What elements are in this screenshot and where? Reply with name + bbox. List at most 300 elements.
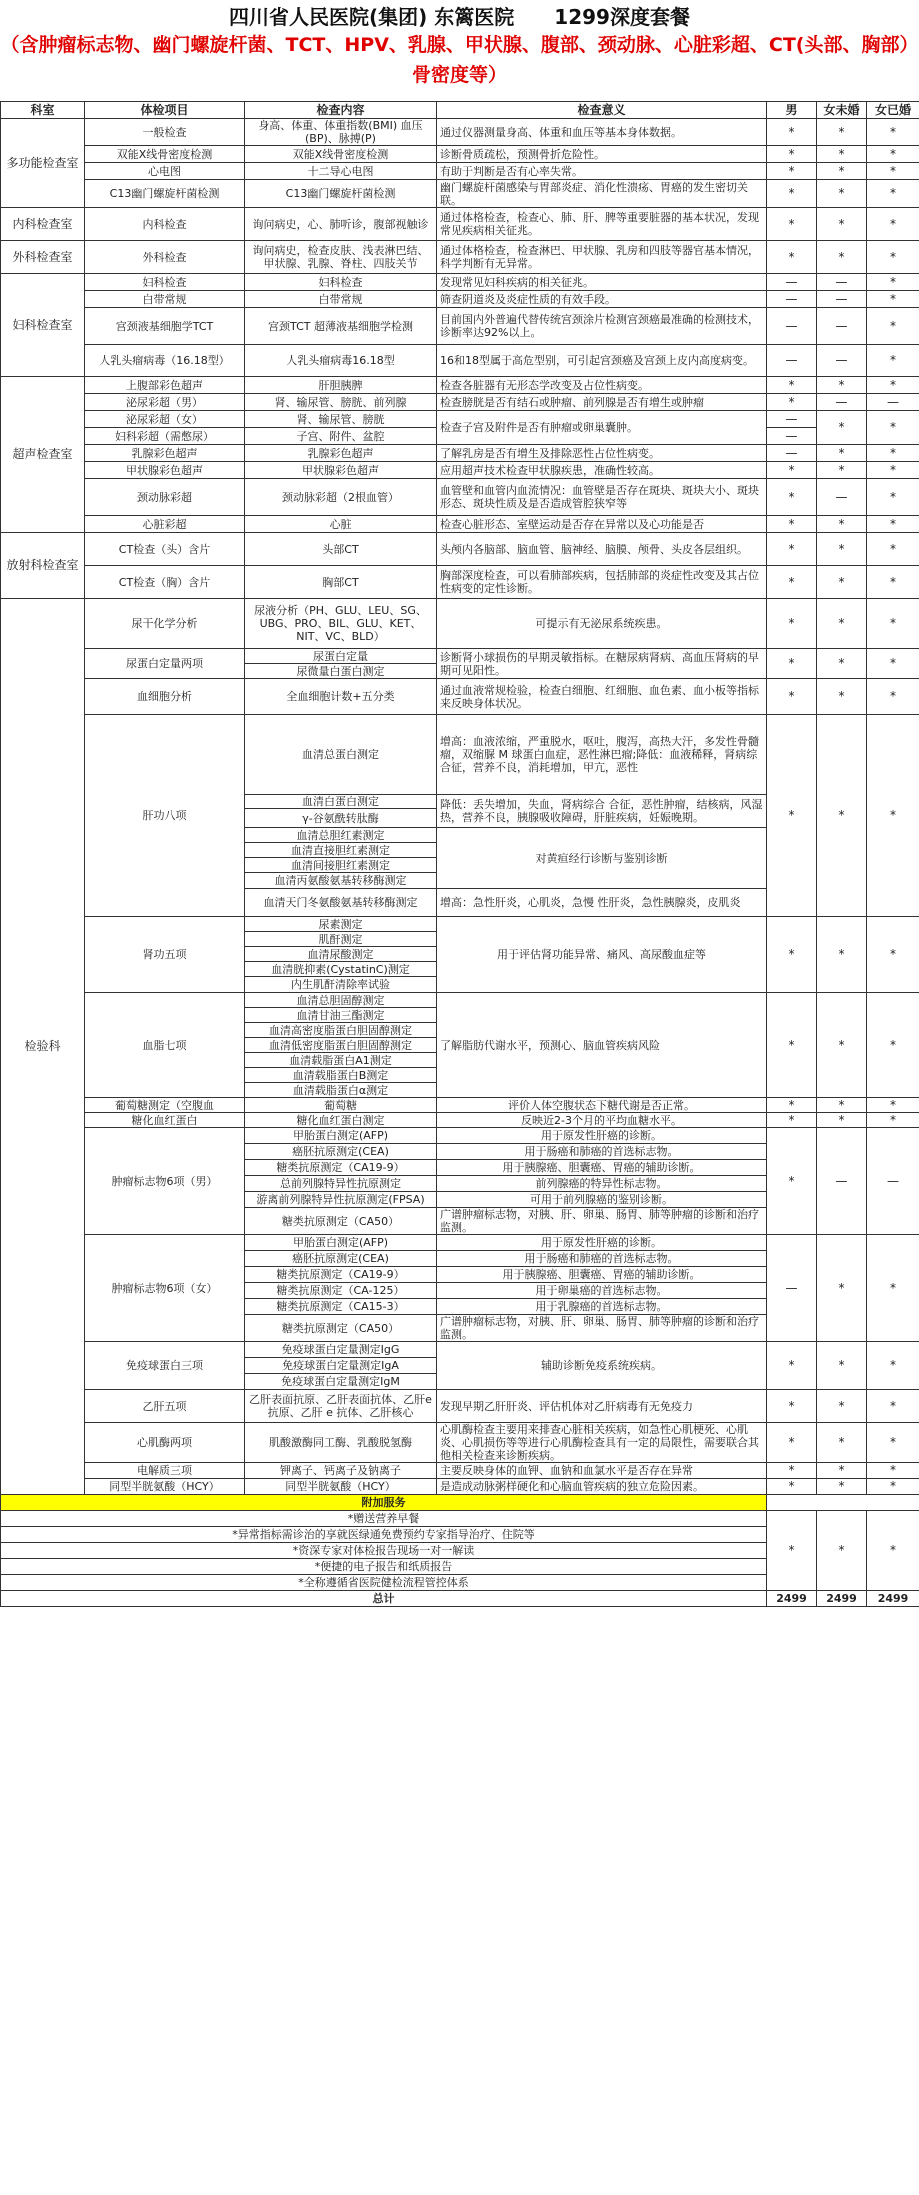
meaning-cell: 增高：血液浓缩，严重脱水，呕吐，腹泻，高热大汗，多发性骨髓瘤，双缩脲 M 球蛋白血症，恶性淋巴瘤;降低：血液稀释，肾病综合征，营养不良，消耗增加，甲亢，恶性 [437, 715, 767, 795]
meaning-cell: 16和18型属于高危型别，可引起宫颈癌及宫颈上皮内高度病变。 [437, 345, 767, 377]
item-cell: 外科检查 [85, 241, 245, 274]
item-cell: 甲状腺彩色超声 [85, 462, 245, 479]
meaning-cell: 通过仪器测量身高、体重和血压等基本身体数据。 [437, 119, 767, 146]
female-unmarried-mark: — [817, 479, 867, 516]
table-row [1, 1128, 919, 1144]
services-header: 附加服务 [1, 1495, 767, 1511]
content-cell: 血清丙氨酸氨基转移酶测定 [245, 873, 437, 889]
meaning-cell: 通过体格检查，检查心、肺、肝、脾等重要脏器的基本状况，发现常见疾病相关征兆。 [437, 208, 767, 241]
table-row [1, 1423, 919, 1463]
male-mark: * [767, 599, 817, 649]
total-male-price: 2499 [767, 1591, 817, 1607]
female-unmarried-mark: * [817, 599, 867, 649]
item-cell: 电解质三项 [85, 1463, 245, 1479]
male-mark: * [767, 479, 817, 516]
item-cell: 乳腺彩色超声 [85, 445, 245, 462]
meaning-cell: 了解脂肪代谢水平，预测心、脑血管疾病风险 [437, 993, 767, 1098]
meaning-cell: 应用超声技术检查甲状腺疾患，准确性较高。 [437, 462, 767, 479]
item-cell: 尿蛋白定量两项 [85, 649, 245, 679]
table-row [1, 102, 919, 119]
content-cell: 肝胆胰脾 [245, 377, 437, 394]
content-cell: 乙肝表面抗原、乙肝表面抗体、乙肝e抗原、乙肝 e 抗体、乙肝核心 [245, 1390, 437, 1423]
female-married-mark: * [867, 274, 919, 291]
meaning-cell: 用于卵巢癌的首选标志物。 [437, 1283, 767, 1299]
table-row [1, 163, 919, 180]
item-cell: 双能X线骨密度检测 [85, 146, 245, 163]
female-married-mark: * [867, 516, 919, 533]
content-cell: 血清胱抑素(CystatinC)测定 [245, 962, 437, 977]
female-married-mark: * [867, 715, 919, 917]
meaning-cell: 反映近2-3个月的平均血糖水平。 [437, 1113, 767, 1128]
meaning-cell: 用于肠癌和肺癌的首选标志物。 [437, 1251, 767, 1267]
male-mark: — [767, 274, 817, 291]
dept-cell: 妇科检查室 [1, 274, 85, 377]
table-row [1, 1463, 919, 1479]
content-cell: 子宫、附件、盆腔 [245, 428, 437, 445]
female-married-mark: * [867, 146, 919, 163]
table-row [1, 1235, 919, 1251]
meaning-cell: 广谱肿瘤标志物，对胰、肝、卵巢、肠胃、肺等肿瘤的诊断和治疗监测。 [437, 1208, 767, 1235]
female-unmarried-mark: * [817, 1098, 867, 1113]
meaning-cell: 用于胰腺癌、胆囊癌、胃癌的辅助诊断。 [437, 1267, 767, 1283]
item-cell: 同型半胱氨酸（HCY） [85, 1479, 245, 1495]
dept-cell: 放射科检查室 [1, 533, 85, 599]
female-married-mark: * [867, 917, 919, 993]
item-cell: C13幽门螺旋杆菌检测 [85, 180, 245, 208]
content-cell: 甲胎蛋白测定(AFP) [245, 1128, 437, 1144]
content-cell: 糖类抗原测定（CA50） [245, 1315, 437, 1342]
content-cell: 人乳头瘤病毒16.18型 [245, 345, 437, 377]
male-mark: * [767, 1342, 817, 1390]
female-married-mark: * [867, 1423, 919, 1463]
table-row [1, 241, 919, 274]
male-mark: * [767, 533, 817, 566]
content-cell: 血清甘油三酯测定 [245, 1008, 437, 1023]
female-married-mark: — [867, 1128, 919, 1235]
female-unmarried-mark: * [817, 377, 867, 394]
female-unmarried-mark: — [817, 345, 867, 377]
male-mark: * [767, 241, 817, 274]
table-row [1, 462, 919, 479]
female-unmarried-mark: * [817, 533, 867, 566]
meaning-cell: 检查各脏器有无形态学改变及占位性病变。 [437, 377, 767, 394]
table-row [1, 479, 919, 516]
content-cell: 总前列腺特异性抗原测定 [245, 1176, 437, 1192]
content-cell: 肾、输尿管、膀胱 [245, 411, 437, 428]
content-cell: 血清载脂蛋白A1测定 [245, 1053, 437, 1068]
item-cell: CT检查（头）含片 [85, 533, 245, 566]
item-cell: 妇科彩超（需憋尿） [85, 428, 245, 445]
female-married-mark: * [867, 291, 919, 308]
female-unmarried-mark: * [817, 715, 867, 917]
female-unmarried-mark: * [817, 516, 867, 533]
item-cell: 心脏彩超 [85, 516, 245, 533]
col-female-married-header: 女已婚 [867, 102, 919, 119]
female-married-mark: * [867, 345, 919, 377]
table-row [1, 993, 919, 1008]
female-married-mark: * [867, 163, 919, 180]
male-mark: * [767, 1113, 817, 1128]
meaning-cell: 可用于前列腺癌的鉴别诊断。 [437, 1192, 767, 1208]
male-mark: * [767, 462, 817, 479]
item-cell: 白带常规 [85, 291, 245, 308]
content-cell: 血清载脂蛋白α测定 [245, 1083, 437, 1098]
meaning-cell: 用于胰腺癌、胆囊癌、胃癌的辅助诊断。 [437, 1160, 767, 1176]
female-married-mark: * [867, 1113, 919, 1128]
female-unmarried-mark: * [817, 119, 867, 146]
content-cell: 血清直接胆红素测定 [245, 843, 437, 858]
meaning-cell: 前列腺癌的特异性标志物。 [437, 1176, 767, 1192]
meaning-cell: 头颅内各脑部、脑血管、脑神经、脑膜、颅骨、头皮各层组织。 [437, 533, 767, 566]
content-cell: 血清尿酸测定 [245, 947, 437, 962]
content-cell: 内生肌酐清除率试验 [245, 977, 437, 993]
table-row [1, 715, 919, 795]
content-cell: 糖类抗原测定（CA19-9） [245, 1160, 437, 1176]
meaning-cell: 发现常见妇科疾病的相关征兆。 [437, 274, 767, 291]
dept-cell: 外科检查室 [1, 241, 85, 274]
checkup-table [0, 101, 919, 1607]
content-cell: 免疫球蛋白定量测定IgG [245, 1342, 437, 1358]
page-subtitle: （含肿瘤标志物、幽门螺旋杆菌、TCT、HPV、乳腺、甲状腺、腹部、颈动脉、心脏彩超、CT(头部、胸部）骨密度等） [0, 34, 919, 86]
content-cell: 血清总蛋白测定 [245, 715, 437, 795]
content-cell: 宫颈TCT 超薄液基细胞学检测 [245, 308, 437, 345]
content-cell: 白带常规 [245, 291, 437, 308]
female-married-mark: * [867, 1390, 919, 1423]
female-unmarried-mark: * [817, 679, 867, 715]
female-unmarried-mark: — [817, 274, 867, 291]
col-male-header: 男 [767, 102, 817, 119]
item-cell: 肿瘤标志物6项（男） [85, 1128, 245, 1235]
content-cell: 肌酐测定 [245, 932, 437, 947]
meaning-cell: 用于原发性肝癌的诊断。 [437, 1235, 767, 1251]
meaning-cell: 血管壁和血管内血流情况：血管壁是否存在斑块、斑块大小、斑块形态、斑块性质及是否造成管腔狭窄等 [437, 479, 767, 516]
female-unmarried-mark: * [817, 566, 867, 599]
content-cell: 葡萄糖 [245, 1098, 437, 1113]
content-cell: 癌胚抗原测定(CEA) [245, 1251, 437, 1267]
female-married-mark: * [867, 119, 919, 146]
female-unmarried-mark: * [817, 445, 867, 462]
male-mark: — [767, 345, 817, 377]
meaning-cell: 目前国内外普遍代替传统宫颈涂片检测宫颈癌最准确的检测技术，诊断率达92%以上。 [437, 308, 767, 345]
item-cell: 人乳头瘤病毒（16.18型） [85, 345, 245, 377]
male-mark: * [767, 1423, 817, 1463]
item-cell: 糖化血红蛋白 [85, 1113, 245, 1128]
meaning-cell: 检查心脏形态、室壁运动是否存在异常以及心功能是否 [437, 516, 767, 533]
meaning-cell: 评价人体空腹状态下糖代谢是否正常。 [437, 1098, 767, 1113]
female-unmarried-mark: * [817, 649, 867, 679]
item-cell: 肾功五项 [85, 917, 245, 993]
report-header [0, 0, 919, 101]
female-unmarried-mark: * [817, 208, 867, 241]
content-cell: 头部CT [245, 533, 437, 566]
item-cell: 心电图 [85, 163, 245, 180]
item-cell: 血细胞分析 [85, 679, 245, 715]
content-cell: 血清载脂蛋白B测定 [245, 1068, 437, 1083]
female-married-mark: * [867, 566, 919, 599]
male-mark: * [767, 649, 817, 679]
col-item-header: 体检项目 [85, 102, 245, 119]
male-mark: — [767, 291, 817, 308]
item-cell: 内科检查 [85, 208, 245, 241]
table-row [1, 445, 919, 462]
item-cell: 宫颈液基细胞学TCT [85, 308, 245, 345]
male-mark: * [767, 679, 817, 715]
dept-cell: 超声检查室 [1, 377, 85, 533]
item-cell: 心肌酶两项 [85, 1423, 245, 1463]
female-married-mark: * [867, 180, 919, 208]
content-cell: 心脏 [245, 516, 437, 533]
female-married-mark: * [867, 649, 919, 679]
item-cell: 泌尿彩超（女） [85, 411, 245, 428]
service-item: *赠送营养早餐 [1, 1511, 767, 1527]
female-unmarried-mark: — [817, 291, 867, 308]
female-married-mark: * [867, 1235, 919, 1342]
male-mark: * [767, 917, 817, 993]
total-female-unmarried-price: 2499 [817, 1591, 867, 1607]
male-mark: * [767, 163, 817, 180]
services-header-blank [767, 1495, 919, 1511]
meaning-cell: 检查膀胱是否有结石或肿瘤、前列腺是否有增生或肿瘤 [437, 394, 767, 411]
meaning-cell: 诊断骨质疏松，预测骨折危险性。 [437, 146, 767, 163]
item-cell: 上腹部彩色超声 [85, 377, 245, 394]
total-label: 总计 [1, 1591, 767, 1607]
dept-cell: 内科检查室 [1, 208, 85, 241]
male-mark: * [767, 1098, 817, 1113]
item-cell: 泌尿彩超（男） [85, 394, 245, 411]
male-mark: * [767, 566, 817, 599]
table-row [1, 516, 919, 533]
col-meaning-header: 检查意义 [437, 102, 767, 119]
meaning-cell: 有助于判断是否有心率失常。 [437, 163, 767, 180]
table-row [1, 345, 919, 377]
content-cell: 尿素测定 [245, 917, 437, 932]
female-married-mark: * [867, 445, 919, 462]
male-mark: * [767, 208, 817, 241]
female-married-mark: * [867, 308, 919, 345]
content-cell: γ-谷氨酰转肽酶 [245, 809, 437, 828]
table-row [1, 1591, 919, 1607]
table-row [1, 1113, 919, 1128]
dept-cell: 多功能检查室 [1, 119, 85, 208]
female-unmarried-mark: — [817, 394, 867, 411]
content-cell: 游离前列腺特异性抗原测定(FPSA) [245, 1192, 437, 1208]
male-mark: * [767, 1390, 817, 1423]
content-cell: 免疫球蛋白定量测定IgA [245, 1358, 437, 1374]
page-title: 四川省人民医院(集团) 东篱医院 1299深度套餐 [229, 5, 690, 29]
item-cell: 颈动脉彩超 [85, 479, 245, 516]
content-cell: 甲状腺彩色超声 [245, 462, 437, 479]
content-cell: 全血细胞计数+五分类 [245, 679, 437, 715]
table-row [1, 566, 919, 599]
content-cell: 糖类抗原测定（CA-125） [245, 1283, 437, 1299]
male-mark: * [767, 1463, 817, 1479]
table-row [1, 377, 919, 394]
content-cell: 血清高密度脂蛋白胆固醇测定 [245, 1023, 437, 1038]
male-mark: * [767, 1511, 817, 1591]
female-unmarried-mark: * [817, 1463, 867, 1479]
content-cell: 胸部CT [245, 566, 437, 599]
meaning-cell: 筛查阴道炎及炎症性质的有效手段。 [437, 291, 767, 308]
female-unmarried-mark: * [817, 462, 867, 479]
male-mark: — [767, 428, 817, 445]
female-married-mark: * [867, 1479, 919, 1495]
meaning-cell: 是造成动脉粥样硬化和心脑血管疾病的独立危险因素。 [437, 1479, 767, 1495]
table-row [1, 1479, 919, 1495]
male-mark: * [767, 377, 817, 394]
meaning-cell: 可提示有无泌尿系统疾患。 [437, 599, 767, 649]
meaning-cell: 广谱肿瘤标志物，对胰、肝、卵巢、肠胃、肺等肿瘤的诊断和治疗监测。 [437, 1315, 767, 1342]
content-cell: 血清总胆红素测定 [245, 828, 437, 843]
male-mark: * [767, 1479, 817, 1495]
meaning-cell: 幽门螺旋杆菌感染与胃部炎症、消化性溃疡、胃癌的发生密切关联。 [437, 180, 767, 208]
content-cell: 乳腺彩色超声 [245, 445, 437, 462]
content-cell: 癌胚抗原测定(CEA) [245, 1144, 437, 1160]
female-married-mark: * [867, 599, 919, 649]
meaning-cell: 主要反映身体的血钾、血钠和血氯水平是否存在异常 [437, 1463, 767, 1479]
col-content-header: 检查内容 [245, 102, 437, 119]
meaning-cell: 用于肠癌和肺癌的首选标志物。 [437, 1144, 767, 1160]
item-cell: 乙肝五项 [85, 1390, 245, 1423]
male-mark: * [767, 394, 817, 411]
meaning-cell: 对黄疸经行诊断与鉴别诊断 [437, 828, 767, 889]
content-cell: 肌酸激酶同工酶、乳酸脱氢酶 [245, 1423, 437, 1463]
female-married-mark: * [867, 1098, 919, 1113]
female-married-mark: * [867, 1511, 919, 1591]
content-cell: 询问病史，心、肺听诊，腹部视触诊 [245, 208, 437, 241]
content-cell: 尿蛋白定量 [245, 649, 437, 664]
content-cell: 血清总胆固醇测定 [245, 993, 437, 1008]
female-unmarried-mark: * [817, 163, 867, 180]
table-row [1, 394, 919, 411]
content-cell: 免疫球蛋白定量测定IgM [245, 1374, 437, 1390]
content-cell: 尿微量白蛋白测定 [245, 664, 437, 679]
table-row [1, 533, 919, 566]
female-unmarried-mark: * [817, 1511, 867, 1591]
male-mark: — [767, 445, 817, 462]
female-unmarried-mark: * [817, 146, 867, 163]
table-row [1, 411, 919, 428]
table-row [1, 180, 919, 208]
male-mark: — [767, 1235, 817, 1342]
table-row [1, 1495, 919, 1511]
content-cell: 颈动脉彩超（2根血管） [245, 479, 437, 516]
female-unmarried-mark: * [817, 1390, 867, 1423]
female-married-mark: * [867, 462, 919, 479]
content-cell: 血清低密度脂蛋白胆固醇测定 [245, 1038, 437, 1053]
item-cell: 免疫球蛋白三项 [85, 1342, 245, 1390]
service-item: *资深专家对体检报告现场一对一解读 [1, 1543, 767, 1559]
female-married-mark: * [867, 411, 919, 445]
female-married-mark: * [867, 377, 919, 394]
male-mark: * [767, 119, 817, 146]
table-row [1, 599, 919, 649]
table-row [1, 1511, 919, 1527]
female-married-mark: * [867, 679, 919, 715]
meaning-cell: 了解乳房是否有增生及排除恶性占位性病变。 [437, 445, 767, 462]
female-unmarried-mark: * [817, 993, 867, 1098]
content-cell: 身高、体重、体重指数(BMI) 血压(BP)、脉搏(P) [245, 119, 437, 146]
content-cell: 钾离子、钙离子及钠离子 [245, 1463, 437, 1479]
female-unmarried-mark: * [817, 241, 867, 274]
female-unmarried-mark: * [817, 180, 867, 208]
meaning-cell: 降低：丢失增加，失血，肾病综合 合征，恶性肿瘤，结核病，风湿热，营养不良，胰腺吸收障碍，肝脏疾病，妊娠晚期。 [437, 795, 767, 828]
service-item: *便捷的电子报告和纸质报告 [1, 1559, 767, 1575]
item-cell: 一般检查 [85, 119, 245, 146]
item-cell: CT检查（胸）含片 [85, 566, 245, 599]
table-row [1, 917, 919, 932]
content-cell: 糖化血红蛋白测定 [245, 1113, 437, 1128]
col-female-unmarried-header: 女未婚 [817, 102, 867, 119]
table-row [1, 649, 919, 664]
meaning-cell: 诊断肾小球损伤的早期灵敏指标。在糖尿病肾病、高血压肾病的早期可见阳性。 [437, 649, 767, 679]
content-cell: 糖类抗原测定（CA19-9） [245, 1267, 437, 1283]
male-mark: * [767, 146, 817, 163]
meaning-cell: 检查子宫及附件是否有肿瘤或卵巢囊肿。 [437, 411, 767, 445]
table-row [1, 679, 919, 715]
male-mark: * [767, 180, 817, 208]
content-cell: 血清天门冬氨酸氨基转移酶测定 [245, 889, 437, 917]
female-married-mark: * [867, 479, 919, 516]
female-unmarried-mark: * [817, 1235, 867, 1342]
female-unmarried-mark: * [817, 1479, 867, 1495]
table-row [1, 1342, 919, 1358]
dept-cell: 检验科 [1, 599, 85, 1495]
content-cell: 十二导心电图 [245, 163, 437, 180]
meaning-cell: 用于乳腺癌的首选标志物。 [437, 1299, 767, 1315]
total-female-married-price: 2499 [867, 1591, 919, 1607]
meaning-cell: 用于评估肾功能异常、痛风、高尿酸血症等 [437, 917, 767, 993]
meaning-cell: 通过体格检查，检查淋巴、甲状腺、乳房和四肢等器官基本情况，科学判断有无异常。 [437, 241, 767, 274]
table-row [1, 1098, 919, 1113]
female-married-mark: * [867, 208, 919, 241]
meaning-cell: 辅助诊断免疫系统疾病。 [437, 1342, 767, 1390]
male-mark: * [767, 516, 817, 533]
content-cell: 妇科检查 [245, 274, 437, 291]
table-row [1, 208, 919, 241]
female-married-mark: * [867, 241, 919, 274]
service-item: *全称遵循省医院健检流程管控体系 [1, 1575, 767, 1591]
content-cell: 询问病史，检查皮肤、浅表淋巴结、甲状腺、乳腺、脊柱、四肢关节 [245, 241, 437, 274]
content-cell: 同型半胱氨酸（HCY） [245, 1479, 437, 1495]
female-unmarried-mark: — [817, 308, 867, 345]
content-cell: 尿液分析（PH、GLU、LEU、SG、UBG、PRO、BIL、GLU、KET、NIT、VC、BLD） [245, 599, 437, 649]
content-cell: 甲胎蛋白测定(AFP) [245, 1235, 437, 1251]
female-unmarried-mark: * [817, 1113, 867, 1128]
male-mark: — [767, 308, 817, 345]
female-married-mark: — [867, 394, 919, 411]
content-cell: 肾、输尿管、膀胱、前列腺 [245, 394, 437, 411]
male-mark: — [767, 411, 817, 428]
content-cell: 糖类抗原测定（CA50） [245, 1208, 437, 1235]
col-dept-header: 科室 [1, 102, 85, 119]
meaning-cell: 通过血液常规检验，检查白细胞、红细胞、血色素、血小板等指标来反映身体状况。 [437, 679, 767, 715]
meaning-cell: 心肌酶检查主要用来排查心脏相关疾病，如急性心肌梗死、心肌炎、心肌损伤等等进行心肌酶检查具有一定的局限性，需要联合其他相关检查来诊断疾病。 [437, 1423, 767, 1463]
content-cell: 双能X线骨密度检测 [245, 146, 437, 163]
female-unmarried-mark: * [817, 917, 867, 993]
female-unmarried-mark: — [817, 1128, 867, 1235]
table-row [1, 274, 919, 291]
content-cell: 糖类抗原测定（CA15-3） [245, 1299, 437, 1315]
female-married-mark: * [867, 1342, 919, 1390]
table-row [1, 1390, 919, 1423]
item-cell: 葡萄糖测定（空腹血 [85, 1098, 245, 1113]
item-cell: 尿干化学分析 [85, 599, 245, 649]
item-cell: 妇科检查 [85, 274, 245, 291]
meaning-cell: 发现早期乙肝肝炎、评估机体对乙肝病毒有无免疫力 [437, 1390, 767, 1423]
female-unmarried-mark: * [817, 1423, 867, 1463]
table-row [1, 146, 919, 163]
content-cell: 血清白蛋白测定 [245, 795, 437, 809]
